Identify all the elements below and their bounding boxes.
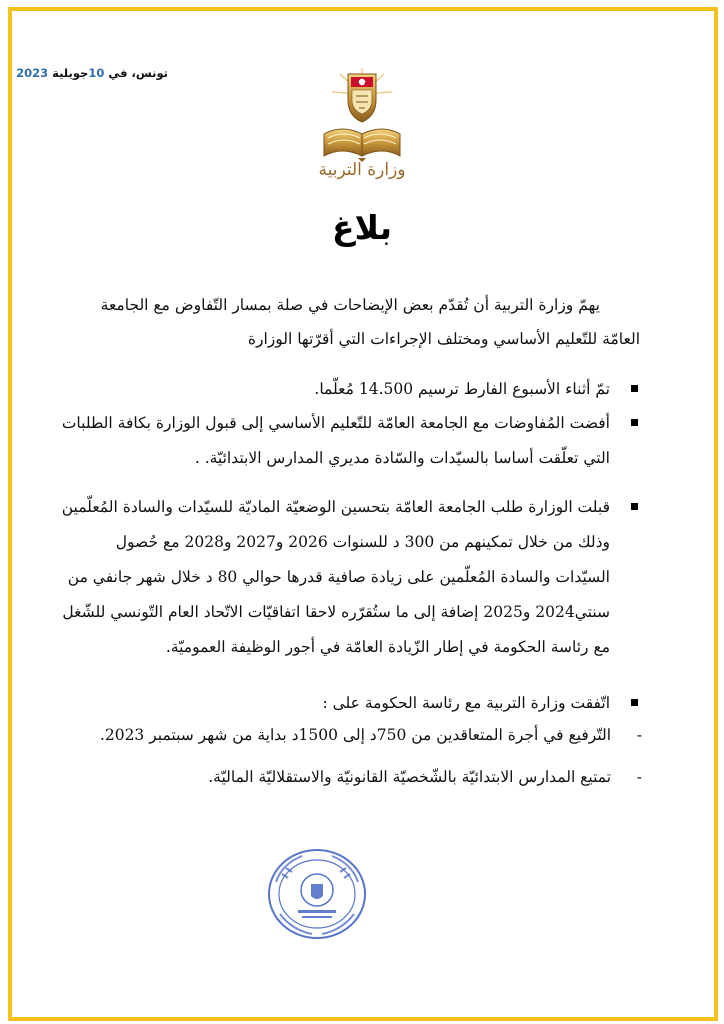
- bullet-square-icon: [631, 385, 638, 392]
- date-year: 2023: [16, 66, 49, 80]
- document-title: بلاغ: [332, 208, 392, 247]
- dash-marker: -: [636, 768, 642, 786]
- list-item: [60, 686, 640, 721]
- date-prefix: تونس، في: [108, 66, 168, 80]
- ministry-name: وزارة التربية: [318, 160, 406, 180]
- ministry-emblem-logo: [318, 64, 406, 162]
- sub-item: [90, 726, 642, 744]
- list-item: [60, 406, 640, 476]
- sub-item: [90, 768, 642, 786]
- sub-item-text: التّرفيع في أجرة المتعاقدين من 750د إلى 1500د بداية من شهر سبتمبر 2023.: [99, 726, 612, 744]
- bullet-text: تمّ أثناء الأسبوع الفارط ترسيم 14.500 مُعلّما.: [314, 380, 610, 398]
- list-item: [60, 372, 640, 407]
- dash-marker: -: [636, 726, 642, 744]
- bullet-list-1: [60, 372, 640, 407]
- bullet-square-icon: [631, 503, 638, 510]
- bullet-list-4: [60, 686, 640, 721]
- bullet-text: اتّفقت وزارة التربية مع رئاسة الحكومة على :: [322, 694, 610, 712]
- bullet-text: قبلت الوزارة طلب الجامعة العامّة بتحسين الوضعيّة الماديّة للسيّدات والسادة المُعلّمين وذلك من خلال تمكينهم من 300 د للسنوات 2026 و2027 و2028 مع حُصول السيّدات والسادة المُعلّمين على زيادة صافية قدرها حوالي 80 د خلال شهر جانفي من سنتي2024 و2025 إضافة إلى ما ستُقرّره لاحقا اتفاقيّات الاتّحاد العام التّونسي للشّغل مع رئاسة الحكومة في إطار الزّيادة العامّة في أجور الوظيفة العموميّة.: [61, 498, 610, 656]
- date-day: 10: [88, 66, 105, 80]
- bullet-list-3: [60, 490, 640, 665]
- bullet-square-icon: [631, 699, 638, 706]
- bullet-list-2: [60, 406, 640, 476]
- list-item: [60, 490, 640, 665]
- document-date: [16, 66, 168, 80]
- sub-item-text: تمتيع المدارس الابتدائيّة بالشّخصيّة القانونيّة والاستقلاليّة الماليّة.: [208, 768, 612, 786]
- bullet-square-icon: [631, 419, 638, 426]
- date-month: جويلية: [52, 66, 89, 80]
- official-stamp: [262, 844, 372, 944]
- intro-paragraph: يهمّ وزارة التربية أن تُقدّم بعض الإيضاحات في صلة بمسار التّفاوض مع الجامعة العامّة للتّعليم الأساسي ومختلف الإجراءات التي أقرّتها الوزارة: [100, 296, 640, 348]
- bullet-text: أفضت المُفاوضات مع الجامعة العامّة للتّعليم الأساسي إلى قبول الوزارة بكافة الطلبات التي تعلّقت أساسا بالسيّدات والسّادة مديري المدارس الابتدائيّة. .: [61, 414, 610, 467]
